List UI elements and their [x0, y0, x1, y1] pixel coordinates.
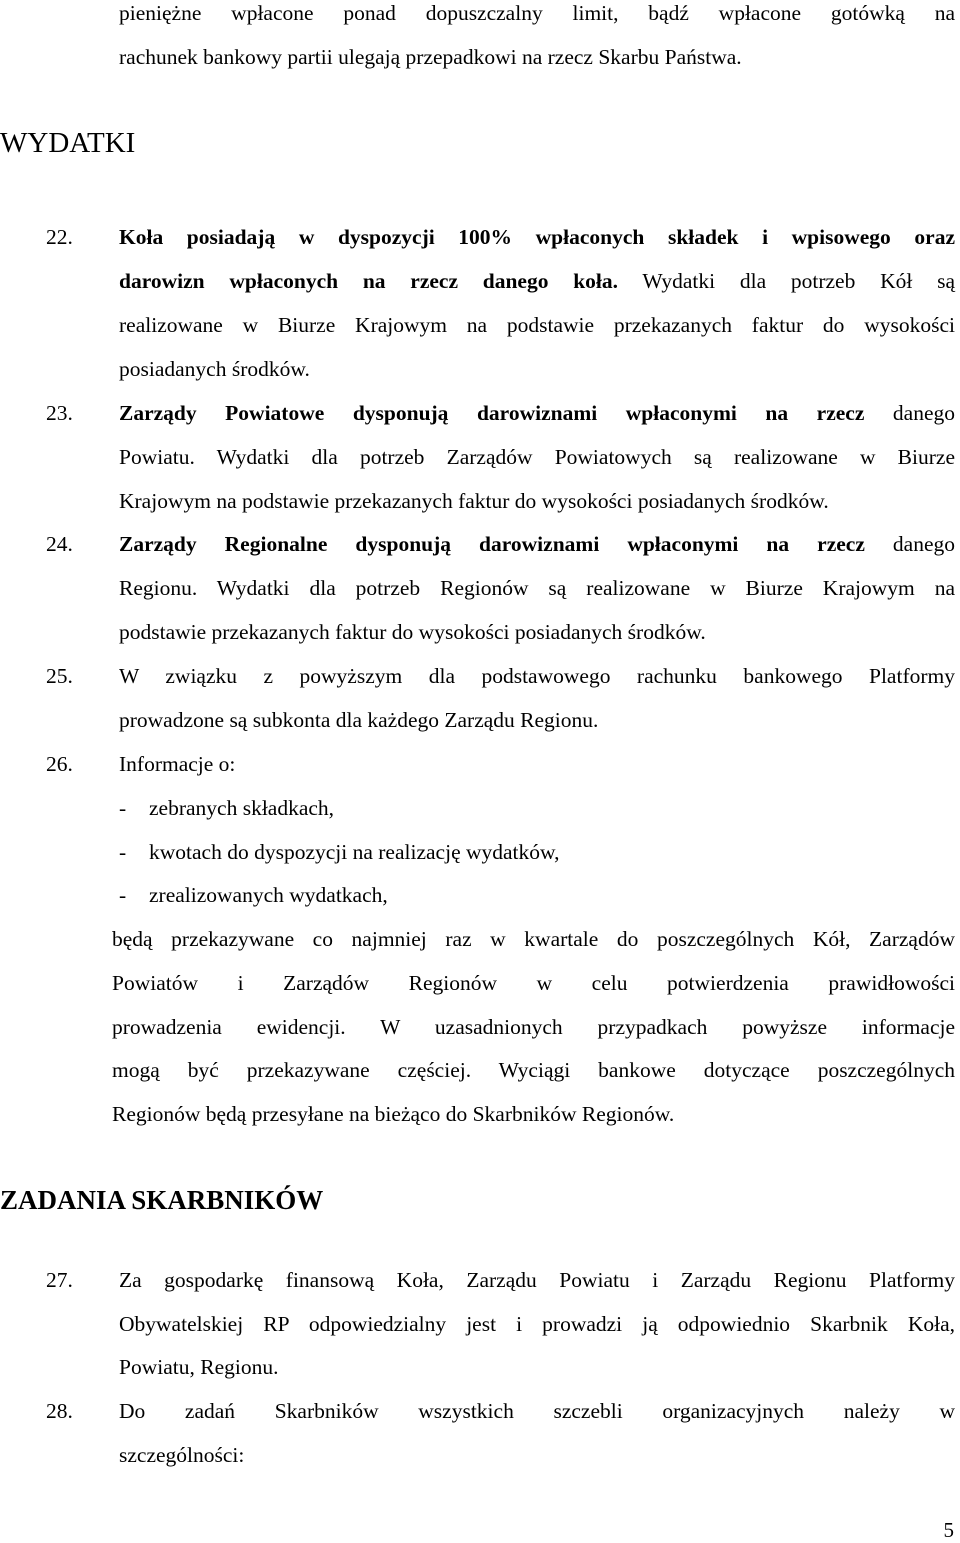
item-23-line-2: Powiatu. Wydatki dla potrzeb Zarządów Powiatowych są realizowane w Biurze — [119, 445, 955, 469]
item-24-line-3: podstawie przekazanych faktur do wysokości posiadanych środków. — [119, 620, 706, 644]
intro-line-2: rachunek bankowy partii ulegają przepadkowi na rzecz Skarbu Państwa. — [119, 45, 742, 69]
item-23-line-1-bold: Zarządy Powiatowe dysponują darowiznami wpłaconymi na rzecz — [119, 401, 865, 425]
item-25-line-1: W związku z powyższym dla podstawowego rachunku bankowego Platformy — [119, 664, 955, 688]
item-24-line-1-bold: Zarządy Regionalne dysponują darowiznami wpłaconymi na rzecz — [119, 532, 865, 556]
item-26-para-line-3: prowadzenia ewidencji. W uzasadnionych przypadkach powyższe informacje — [112, 1015, 955, 1039]
list-dash: - — [119, 796, 127, 820]
item-26-para-line-1: będą przekazywane co najmniej raz w kwartale do poszczególnych Kół, Zarządów — [112, 927, 955, 951]
item-22-line-2 — [119, 268, 955, 294]
item-23-line-1-normal: danego — [864, 401, 956, 425]
section-heading-zadania: ZADANIA SKARBNIKÓW — [0, 1185, 324, 1215]
item-26-para-line-2: Powiatów i Zarządów Regionów w celu potwierdzenia prawidłowości — [112, 971, 955, 995]
item-number-27: 27. — [46, 1268, 73, 1292]
item-number-28: 28. — [46, 1399, 73, 1423]
item-number-22: 22. — [46, 225, 73, 249]
intro-line-1: pieniężne wpłacone ponad dopuszczalny limit, bądź wpłacone gotówką na — [119, 1, 955, 25]
item-number-25: 25. — [46, 664, 73, 688]
section-heading-wydatki: WYDATKI — [0, 127, 136, 159]
page-number: 5 — [943, 1518, 954, 1542]
item-27-line-3: Powiatu, Regionu. — [119, 1355, 279, 1379]
item-28-line-2: szczególności: — [119, 1443, 245, 1467]
list-dash: - — [119, 840, 127, 864]
item-22-line-1: Koła posiadają w dyspozycji 100% wpłaconych składek i wpisowego oraz — [119, 225, 955, 249]
item-26-para-line-4: mogą być przekazywane częściej. Wyciągi bankowe dotyczące poszczególnych — [112, 1058, 955, 1082]
item-22-line-3: realizowane w Biurze Krajowym na podstawie przekazanych faktur do wysokości — [119, 313, 955, 337]
list-dash: - — [119, 883, 127, 907]
list-item: zrealizowanych wydatkach, — [149, 883, 388, 907]
item-27-line-2: Obywatelskiej RP odpowiedzialny jest i prowadzi ją odpowiednio Skarbnik Koła, — [119, 1312, 955, 1336]
item-22-line-4: posiadanych środków. — [119, 357, 310, 381]
item-number-23: 23. — [46, 401, 73, 425]
item-25-line-2: prowadzone są subkonta dla każdego Zarządu Regionu. — [119, 708, 599, 732]
item-number-24: 24. — [46, 532, 73, 556]
item-26-para-line-5: Regionów będą przesyłane na bieżąco do Skarbników Regionów. — [112, 1102, 675, 1126]
item-22-line-2-bold: darowizn wpłaconych na rzecz danego koła. — [119, 269, 618, 293]
item-23-line-1 — [119, 400, 955, 426]
list-item: kwotach do dyspozycji na realizację wydatków, — [149, 840, 560, 864]
item-26-line-1: Informacje o: — [119, 752, 236, 776]
item-24-line-1 — [119, 531, 955, 557]
item-22-line-2-normal: Wydatki dla potrzeb Kół są — [618, 269, 955, 293]
list-item: zebranych składkach, — [149, 796, 335, 820]
item-23-line-3: Krajowym na podstawie przekazanych faktur do wysokości posiadanych środków. — [119, 489, 829, 513]
item-28-line-1: Do zadań Skarbników wszystkich szczebli organizacyjnych należy w — [119, 1399, 955, 1423]
item-24-line-2: Regionu. Wydatki dla potrzeb Regionów są realizowane w Biurze Krajowym na — [119, 576, 955, 600]
item-24-line-1-normal: danego — [864, 532, 956, 556]
item-27-line-1: Za gospodarkę finansową Koła, Zarządu Powiatu i Zarządu Regionu Platformy — [119, 1268, 955, 1292]
item-number-26: 26. — [46, 752, 73, 776]
